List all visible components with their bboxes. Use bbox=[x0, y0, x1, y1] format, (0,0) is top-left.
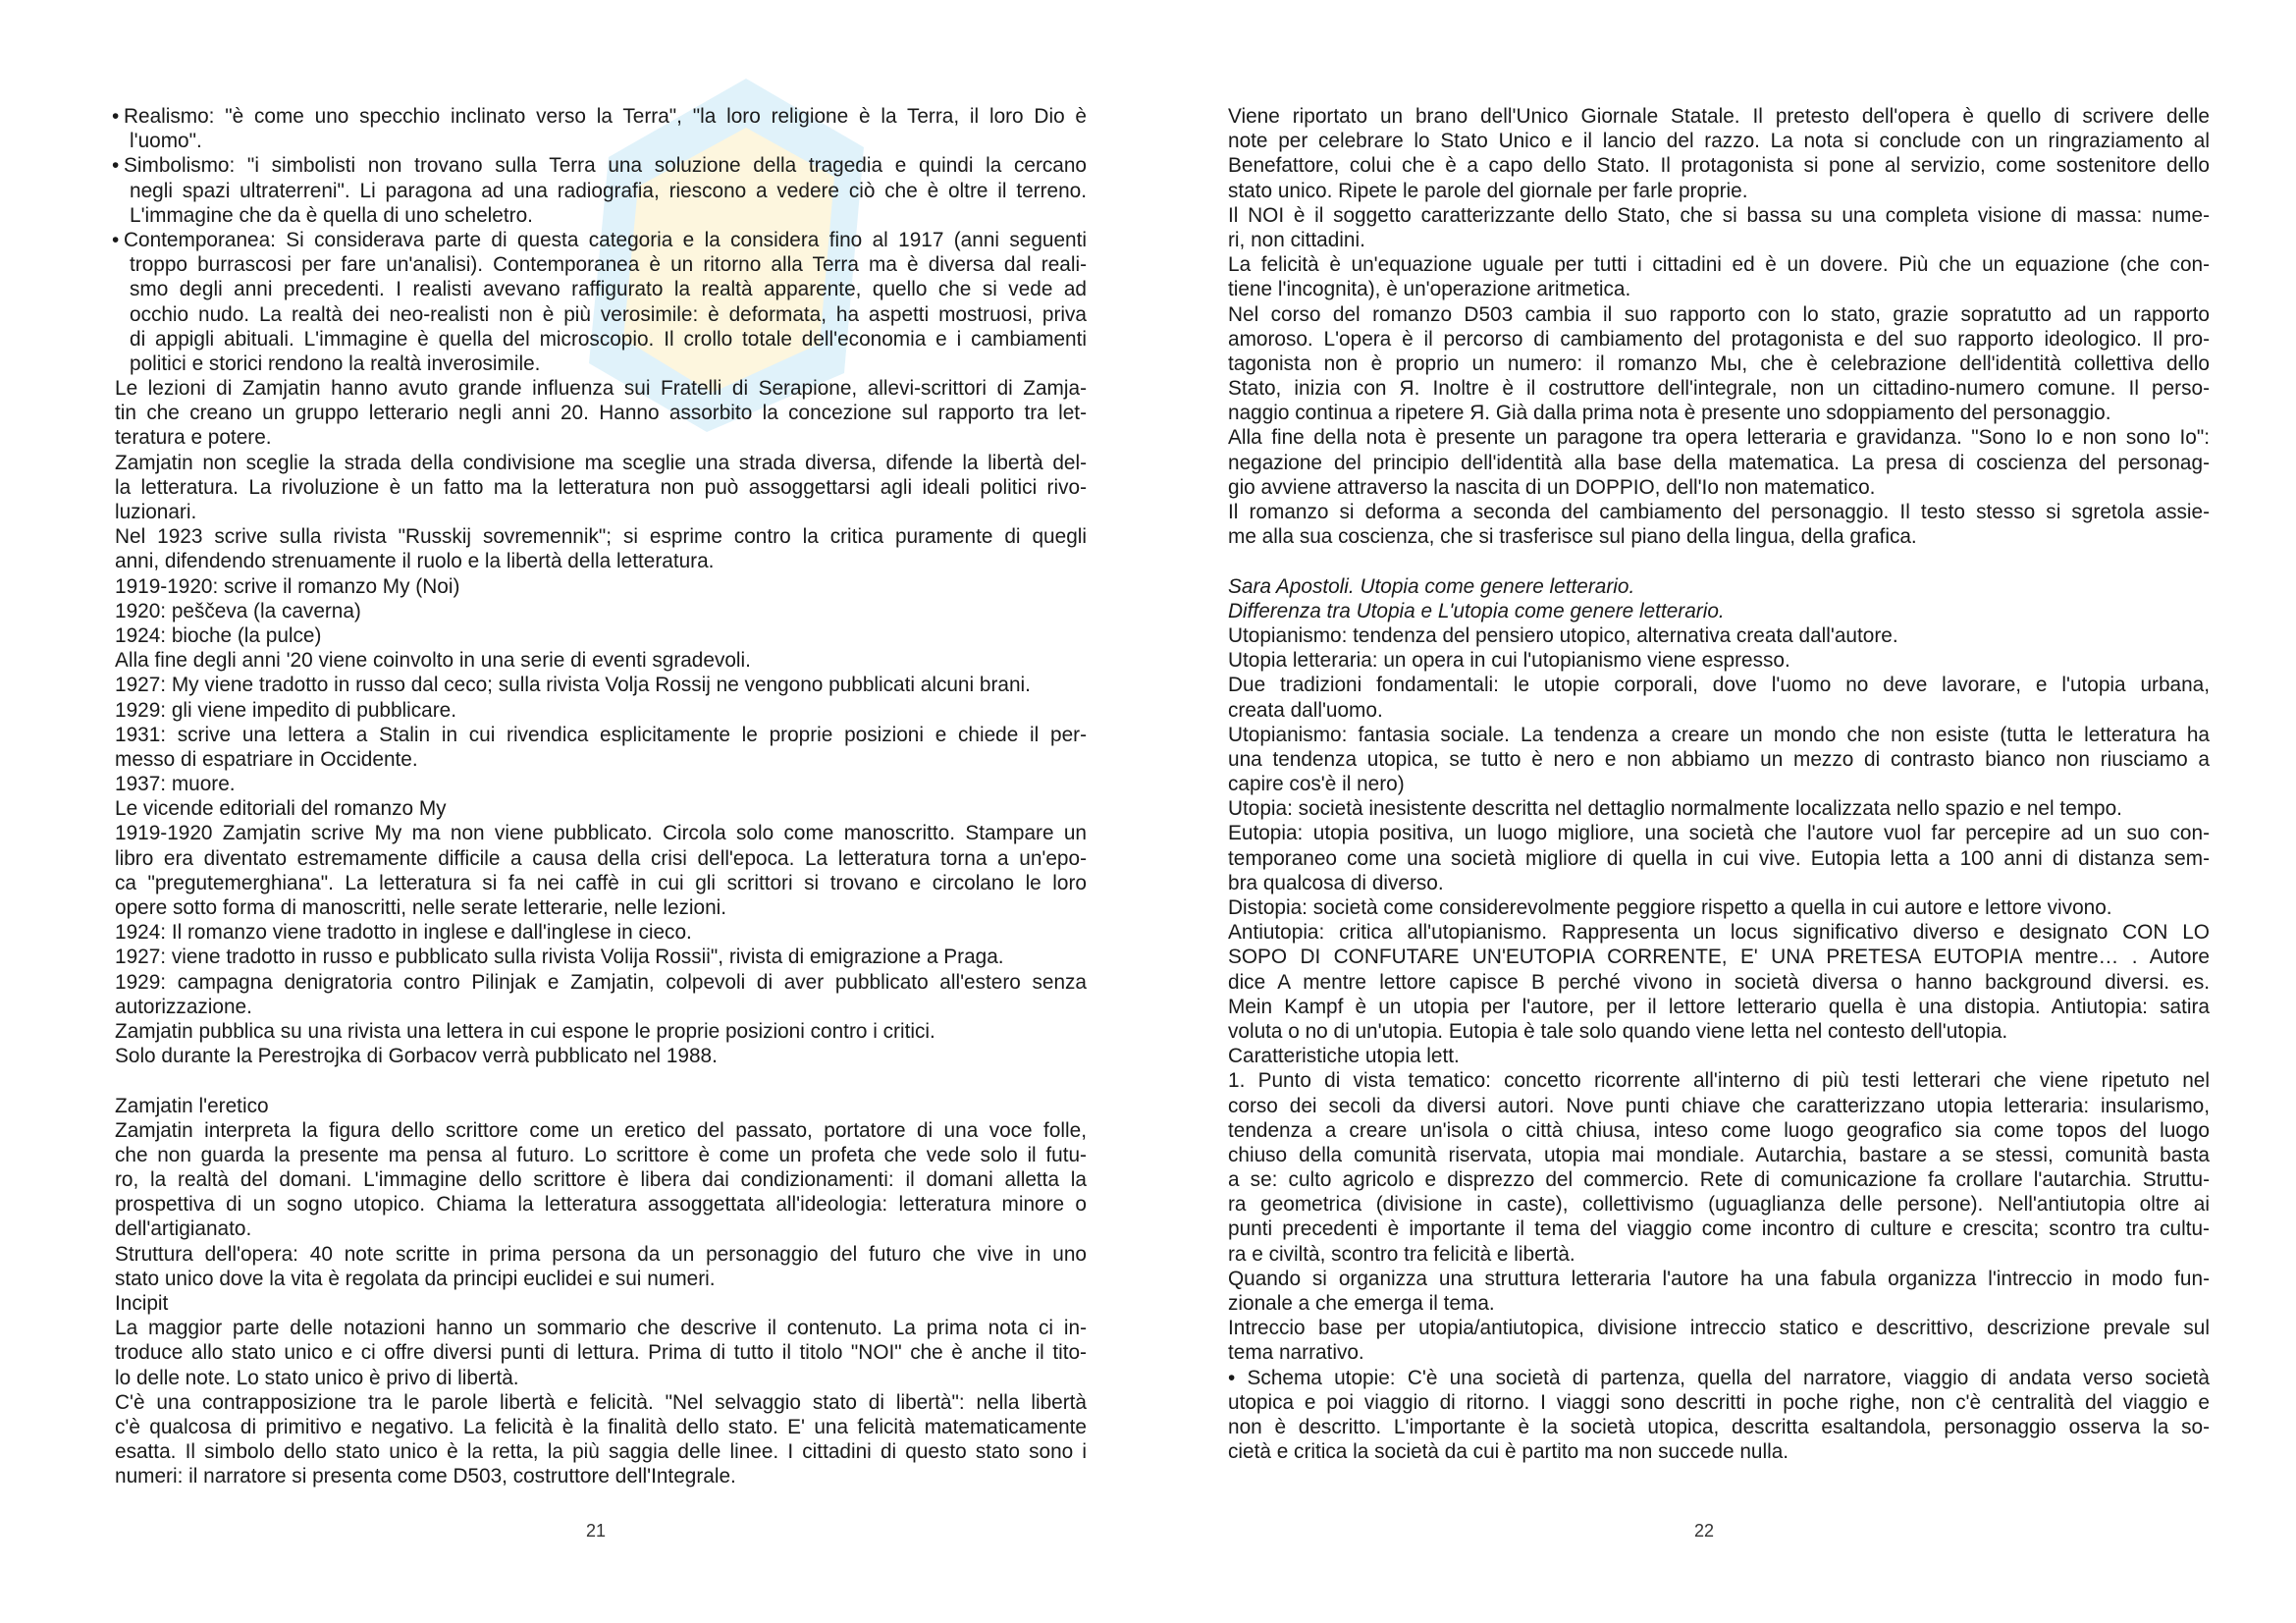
text-line: prospettiva di un sogno utopico. Chiama la letteratura assoggettata all'ideologia: letteratura minore o bbox=[115, 1193, 1087, 1217]
text-line: ri, non cittadini. bbox=[1228, 228, 1365, 251]
text-line: temporaneo come una società migliore di quella in cui vive. Eutopia letta a 100 anni di distanza sem- bbox=[1228, 846, 2210, 870]
text-line: Utopia letteraria: un opera in cui l'utopianismo viene espresso. bbox=[1228, 649, 1790, 673]
text-line: Solo durante la Perestrojka di Gorbacov verrà pubblicato nel 1988. bbox=[115, 1045, 718, 1068]
text-line: Il romanzo si deforma a seconda del cambiamento del personaggio. Il testo stesso si sgretola assie- bbox=[1228, 501, 2210, 523]
text-line: Zamjatin pubblica su una rivista una lettera in cui espone le proprie posizioni contro i critici. bbox=[115, 1019, 935, 1043]
text-line: smo degli anni precedenti. I realisti avevano raffigurato la realtà apparente, quello che si vede ad bbox=[130, 278, 1087, 301]
text-line: Stato, inizia con Я. Inoltre è il costruttore dell'integrale, non un cittadino-numero comune. Il perso- bbox=[1228, 377, 2210, 401]
text-line: 1924: Il romanzo viene tradotto in inglese e dall'inglese in cieco. bbox=[115, 921, 692, 945]
text-line: negazione del principio dell'identità alla base della matematica. La presa di coscienza del personag- bbox=[1228, 451, 2210, 474]
text-line: zionale a che emerga il tema. bbox=[1228, 1292, 1495, 1315]
text-line: SOPO DI CONFUTARE UN'EUTOPIA CORRENTE, E' UNA PRETESA EUTOPIA mentre… . Autore bbox=[1228, 946, 2210, 969]
page-number: 21 bbox=[586, 1521, 607, 1541]
text-line: tagonista non è proprio un numero: il romanzo Мы, che è celebrazione dell'identità collettiva dello bbox=[1228, 352, 2210, 375]
text-line: lo delle note. Lo stato unico è privo di libertà. bbox=[115, 1366, 519, 1389]
text-line: naggio continua a ripetere Я. Già dalla prima nota è presente uno sdoppiamento del personaggio. bbox=[1228, 402, 2111, 425]
text-line: Differenza tra Utopia e L'utopia come genere letterario. bbox=[1228, 599, 1725, 622]
text-line: tendenza a creare un'isola o città chiusa, inteso come luogo geografico sia come topos del luogo bbox=[1228, 1118, 2210, 1142]
text-line: non è descritto. L'importante è la società utopica, descritta esaltandola, personaggio osserva la so- bbox=[1228, 1415, 2210, 1438]
left-text-column bbox=[115, 104, 1087, 1489]
text-line: • Simbolismo: "i simbolisti non trovano sulla Terra una soluzione della tragedia e quindi la cercano bbox=[115, 153, 1087, 178]
text-line: Viene riportato un brano dell'Unico Giornale Statale. Il pretesto dell'opera è quello di scrivere delle bbox=[1228, 105, 2210, 128]
text-line: amoroso. L'opera è il percorso di cambiamento del protagonista e del suo rapporto ideologico. Il pro- bbox=[1228, 327, 2210, 351]
text-line: la letteratura. La rivoluzione è un fatto ma la letteratura non può assoggettarsi agli ideali politici rivo- bbox=[115, 475, 1087, 499]
text-line: ra e civiltà, scontro tra felicità e libertà. bbox=[1228, 1242, 1575, 1266]
text-line: Struttura dell'opera: 40 note scritte in prima persona da un personaggio del futuro che vive in uno bbox=[115, 1242, 1087, 1266]
text-line: troduce allo stato unico e ci offre diversi punti di lettura. Prima di tutto il titolo "NOI" che è anche il tito- bbox=[115, 1341, 1087, 1365]
text-line: chiuso della comunità riservata, utopia mai mondiale. Autarchia, bastare a se stessi, comunità basta bbox=[1228, 1143, 2210, 1166]
text-line: Zamjatin interpreta la figura dello scrittore come un eretico del passato, portatore di una voce folle, bbox=[115, 1118, 1087, 1142]
text-line: bra qualcosa di diverso. bbox=[1228, 871, 1444, 894]
text-line: 1924: bioche (la pulce) bbox=[115, 623, 322, 647]
text-line: Intreccio base per utopia/antiutopica, divisione intreccio statico e descrittivo, descrizione prevale sul bbox=[1228, 1317, 2210, 1340]
text-line: gio avviene attraverso la nascita di un DOPPIO, dell'Io non matematico. bbox=[1228, 475, 1876, 499]
text-line: La maggior parte delle notazioni hanno un sommario che descrive il contenuto. La prima nota ci in- bbox=[115, 1317, 1087, 1340]
text-line: libro era diventato estremamente difficile a causa della crisi dell'epoca. La letteratura torna a un'epo- bbox=[115, 846, 1087, 870]
text-line: Utopianismo: tendenza del pensiero utopico, alternativa creata dall'autore. bbox=[1228, 623, 1898, 647]
text-line: di appigli abituali. L'immagine è quella del microscopio. Il crollo totale dell'economia e i cambiamenti bbox=[130, 327, 1087, 351]
text-line: Mein Kampf è un utopia per l'autore, per il lettore letterario quella è una distopia. Antiutopia: satira bbox=[1228, 995, 2210, 1018]
text-line: Zamjatin l'eretico bbox=[115, 1094, 269, 1117]
right-text-column bbox=[1228, 104, 2210, 1464]
text-line bbox=[1228, 549, 2210, 573]
text-line: Zamjatin non sceglie la strada della condivisione ma sceglie una strada diversa, difende la libertà del- bbox=[115, 451, 1087, 474]
text-line: Alla fine della nota è presente un paragone tra opera letteraria e gravidanza. "Sono Io e non sono Io": bbox=[1228, 426, 2210, 450]
text-line: negli spazi ultraterreni". Li paragona ad una radiografia, riescono a vedere ciò che è oltre il terreno. bbox=[130, 179, 1087, 202]
text-line: Due tradizioni fondamentali: le utopie corporali, dove l'uomo no deve lavorare, e l'utopia urbana, bbox=[1228, 674, 2210, 697]
text-line: Antiutopia: critica all'utopianismo. Rappresenta un locus significativo diverso e designato CON LO bbox=[1228, 921, 2210, 945]
text-line: cietà e critica la società da cui è partito ma non succede nulla. bbox=[1228, 1440, 1789, 1464]
text-line: 1927: viene tradotto in russo e pubblicato sulla rivista Volija Rossii", rivista di emigrazione a Praga. bbox=[115, 946, 1004, 969]
text-line: Benefattore, colui che è a capo dello Stato. Il protagonista si pone al servizio, come sostenitore dello bbox=[1228, 154, 2210, 178]
text-line: luzionari. bbox=[115, 501, 197, 523]
text-line: punti precedenti è importante il tema del viaggio come incontro di culture e crescita; scontro tra cultu- bbox=[1228, 1217, 2210, 1241]
text-line: L'immagine che da è quella di uno scheletro. bbox=[130, 203, 533, 227]
text-line: Nel corso del romanzo D503 cambia il suo rapporto con lo stato, grazie sopratutto ad un rapporto bbox=[1228, 302, 2210, 326]
text-line: Eutopia: utopia positiva, un luogo migliore, una società che l'autore vuol far percepire ad un suo con- bbox=[1228, 822, 2210, 845]
text-line: a se: culto agricolo e disprezzo del commercio. Rete di comunicazione fa crollare l'autarchia. Struttu- bbox=[1228, 1168, 2210, 1192]
text-line: 1919-1920 Zamjatin scrive My ma non viene pubblicato. Circola solo come manoscritto. Stampare un bbox=[115, 822, 1087, 845]
text-line: • Realismo: "è come uno specchio inclinato verso la Terra", "la loro religione è la Terra, il loro Dio è bbox=[115, 104, 1087, 129]
text-line: 1927: My viene tradotto in russo dal ceco; sulla rivista Volja Rossij ne vengono pubblicati alcuni brani. bbox=[115, 674, 1031, 697]
text-line: La felicità è un'equazione uguale per tutti i cittadini ed è un dovere. Più che un equazione (che con- bbox=[1228, 253, 2210, 277]
text-line: corso dei secoli da diversi autori. Nove punti chiave che caratterizzano utopia letteraria: insularismo, bbox=[1228, 1094, 2210, 1117]
text-line: C'è una contrapposizione tra le parole libertà e felicità. "Nel selvaggio stato di libertà": nella libertà bbox=[115, 1390, 1087, 1414]
text-line: Utopianismo: fantasia sociale. La tendenza a creare un mondo che non esiste (tutta le letteratura ha bbox=[1228, 723, 2210, 746]
text-line: politici e storici rendono la realtà inverosimile. bbox=[130, 352, 541, 375]
text-line: Distopia: società come considerevolmente peggiore rispetto a quella in cui autore e lettore vivono. bbox=[1228, 896, 2112, 919]
text-line: opere sotto forma di manoscritti, nelle serate letterarie, nelle lezioni. bbox=[115, 896, 727, 919]
text-line: teratura e potere. bbox=[115, 426, 272, 450]
text-line: me alla sua coscienza, che si trasferisce sul piano della lingua, della grafica. bbox=[1228, 525, 1917, 549]
text-line: stato unico. Ripete le parole del giornale per farle proprie. bbox=[1228, 179, 1748, 202]
text-line: messo di espatriare in Occidente. bbox=[115, 747, 418, 771]
text-line: Alla fine degli anni '20 viene coinvolto in una serie di eventi sgradevoli. bbox=[115, 649, 751, 673]
text-line: Le vicende editoriali del romanzo My bbox=[115, 797, 447, 821]
text-line: che non guarda la presente ma pensa al futuro. Lo scrittore è come un profeta che vede solo il futu- bbox=[115, 1143, 1087, 1166]
page-number: 22 bbox=[1694, 1521, 1715, 1541]
text-line: numeri: il narratore si presenta come D503, costruttore dell'Integrale. bbox=[115, 1465, 736, 1488]
text-line: ra geometrica (divisione in caste), collettivismo (uguaglianza delle persone). Nell'antiutopia oltre ai bbox=[1228, 1193, 2210, 1217]
right-page bbox=[1148, 0, 2296, 1623]
text-line: 1919-1920: scrive il romanzo My (Noi) bbox=[115, 574, 460, 598]
text-line: voluta o no di un'utopia. Eutopia è tale solo quando viene letta nel contesto dell'utopia. bbox=[1228, 1019, 2008, 1043]
text-line: 1931: scrive una lettera a Stalin in cui rivendica esplicitamente le proprie posizioni e chiede il per- bbox=[115, 723, 1087, 746]
text-line: 1929: campagna denigratoria contro Pilinjak e Zamjatin, colpevoli di aver pubblicato all'estero senza bbox=[115, 970, 1087, 994]
text-line: ca "pregutemerghiana". La letteratura si fa nei caffè in cui gli scrittori si trovano e circolano le loro bbox=[115, 871, 1087, 894]
text-line: occhio nudo. La realtà dei neo-realisti non è più verosimile: è deformata, ha aspetti mostruosi, priva bbox=[130, 302, 1087, 326]
text-line: capire cos'è il nero) bbox=[1228, 773, 1405, 796]
text-line: dice A mentre lettore capisce B perché vivono in società diversa o hanno background diversi. es. bbox=[1228, 970, 2210, 994]
text-line: Quando si organizza una struttura letteraria l'autore ha una fabula organizza l'intreccio in modo fun- bbox=[1228, 1267, 2210, 1290]
text-line: 1929: gli viene impedito di pubblicare. bbox=[115, 698, 456, 722]
text-line: Utopia: società inesistente descritta nel dettaglio normalmente localizzata nello spazio e nel tempo. bbox=[1228, 797, 2122, 821]
text-line: una tendenza utopica, se tutto è nero e non abbiamo un mezzo di contrasto bianco non riusciamo a bbox=[1228, 747, 2210, 771]
text-line: Le lezioni di Zamjatin hanno avuto grande influenza sui Fratelli di Serapione, allevi-scrittori di Zamja- bbox=[115, 377, 1087, 401]
text-line: troppo burrascosi per fare un'analisi). Contemporanea è un ritorno alla Terra ma è diversa dal reali- bbox=[130, 253, 1087, 277]
text-line bbox=[115, 1068, 1087, 1093]
text-line: utopica e poi viaggio di ritorno. I viaggi sono descritti in poche righe, non c'è centralità del viaggio e bbox=[1228, 1390, 2210, 1414]
text-line: • Schema utopie: C'è una società di partenza, quella del narratore, viaggio di andata verso società bbox=[1228, 1366, 2210, 1389]
text-line: 1. Punto di vista tematico: concetto ricorrente all'interno di più testi letterari che viene ripetuto nel bbox=[1228, 1069, 2210, 1093]
text-line: tema narrativo. bbox=[1228, 1341, 1364, 1365]
text-line: anni, difendendo strenuamente il ruolo e la libertà della letteratura. bbox=[115, 550, 715, 573]
text-line: 1937: muore. bbox=[115, 773, 236, 796]
text-line: Il NOI è il soggetto caratterizzante dello Stato, che si bassa su una completa visione di massa: nume- bbox=[1228, 203, 2210, 227]
text-line: 1920: peščeva (la caverna) bbox=[115, 599, 361, 622]
text-line: stato unico dove la vita è regolata da principi euclidei e sui numeri. bbox=[115, 1267, 716, 1290]
text-line: ro, la realtà del domani. L'immagine dello scrittore è libera dai condizionamenti: il domani alletta la bbox=[115, 1168, 1087, 1192]
text-line: creata dall'uomo. bbox=[1228, 698, 1383, 722]
text-line: autorizzazione. bbox=[115, 995, 252, 1018]
text-line: esatta. Il simbolo dello stato unico è la retta, la più saggia delle linee. I cittadini di questo stato sono i bbox=[115, 1440, 1087, 1464]
text-line: l'uomo". bbox=[130, 130, 202, 153]
text-line: Incipit bbox=[115, 1292, 169, 1315]
text-line: note per celebrare lo Stato Unico e il lancio del razzo. La nota si conclude con un ringraziamento al bbox=[1228, 130, 2210, 153]
text-line: c'è qualcosa di primitivo e negativo. La felicità è la finalità dello stato. E' una felicità matematicamente bbox=[115, 1415, 1087, 1438]
text-line: tin che creano un gruppo letterario negli anni 20. Hanno assorbito la concezione sul rapporto tra let- bbox=[115, 402, 1087, 425]
text-line: Caratteristiche utopia lett. bbox=[1228, 1045, 1460, 1068]
text-line: Sara Apostoli. Utopia come genere letterario. bbox=[1228, 574, 1635, 598]
text-line: • Contemporanea: Si considerava parte di questa categoria e la considera fino al 1917 (anni seguenti bbox=[115, 228, 1087, 252]
text-line: tiene l'incognita), è un'operazione aritmetica. bbox=[1228, 278, 1631, 301]
text-line: dell'artigianato. bbox=[115, 1217, 252, 1241]
text-line: Nel 1923 scrive sulla rivista "Russkij sovremennik"; si esprime contro la critica puramente di quegli bbox=[115, 525, 1087, 549]
